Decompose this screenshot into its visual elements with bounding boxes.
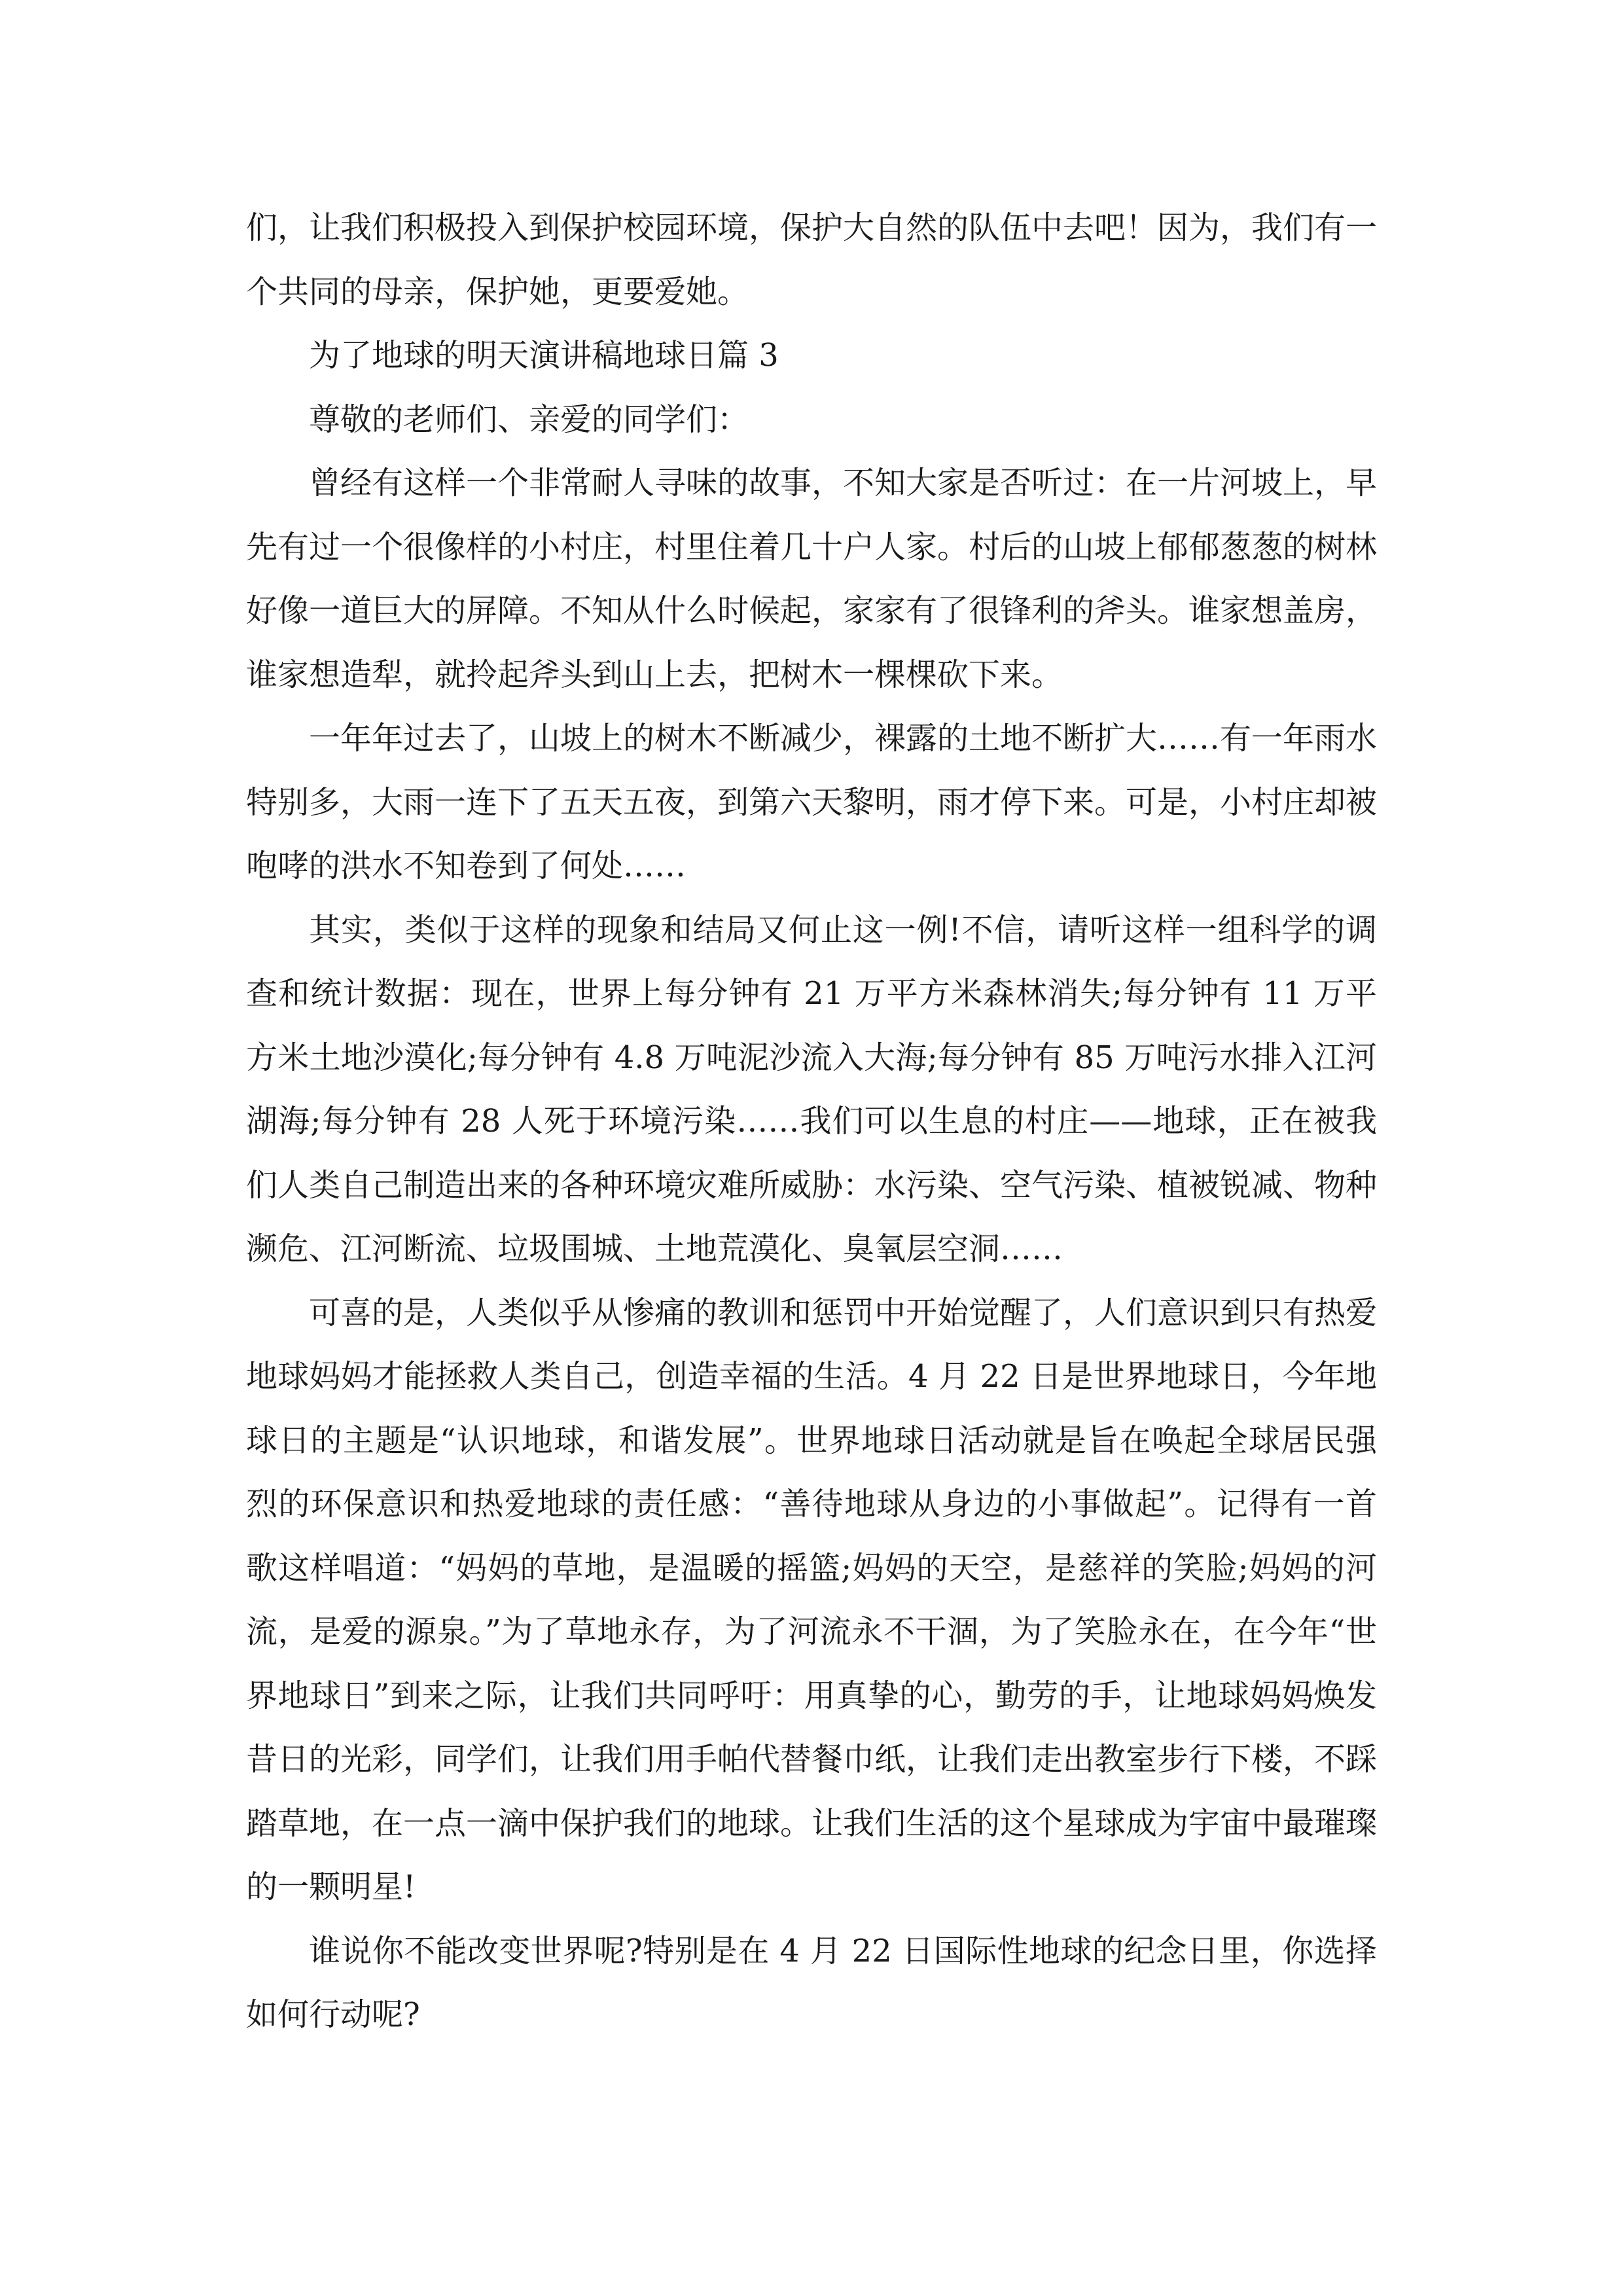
section-title: 为了地球的明天演讲稿地球日篇 3: [309, 337, 779, 374]
paragraph: 其实，类似于这样的现象和结局又何止这一例!不信，请听这样一组科学的调查和统计数据：现在，世界上每分钟有 21 万平方米森林消失;每分钟有 11 万平方米土地沙漠化;每分钟有 4.8 万吨泥沙流入大海;每分钟有 85 万吨污水排入江河湖海;每分钟有 28 人死于环境污染……我们可以生息的村庄——地球，正在被我们人类自己制造出来的各种环境灾难所威胁：水污染、空气污染、植被锐减、物种濒危、江河断流、垃圾围城、土地荒漠化、臭氧层空洞……: [246, 911, 1378, 1267]
paragraph: 曾经有这样一个非常耐人寻味的故事，不知大家是否听过：在一片河坡上，早先有过一个很像样的小村庄，村里住着几十户人家。村后的山坡上郁郁葱葱的树林好像一道巨大的屏障。不知从什么时候起，家家有了很锋利的斧头。谁家想盖房，谁家想造犁，就拎起斧头到山上去，把树木一棵棵砍下来。: [246, 465, 1378, 693]
paragraph: 一年年过去了，山坡上的树木不断减少，裸露的土地不断扩大……有一年雨水特别多，大雨一连下了五天五夜，到第六天黎明，雨才停下来。可是，小村庄却被咆哮的洪水不知卷到了何处……: [246, 720, 1378, 884]
paragraph: 谁说你不能改变世界呢?特别是在 4 月 22 日国际性地球的纪念日里，你选择如何行动呢?: [246, 1932, 1377, 2033]
paragraph: 可喜的是，人类似乎从惨痛的教训和惩罚中开始觉醒了，人们意识到只有热爱地球妈妈才能拯救人类自己，创造幸福的生活。4 月 22 日是世界地球日，今年地球日的主题是“认识地球，和谐发展”。世界地球日活动就是旨在唤起全球居民强烈的环保意识和热爱地球的责任感：“善待地球从身边的小事做起”。记得有一首歌这样唱道：“妈妈的草地，是温暖的摇篮;妈妈的天空，是慈祥的笑脸;妈妈的河流，是爱的源泉。”为了草地永存，为了河流永不干涸，为了笑脸永在，在今年“世界地球日”到来之际，让我们共同呼吁：用真挚的心，勤劳的手，让地球妈妈焕发昔日的光彩，同学们，让我们用手帕代替餐巾纸，让我们走出教室步行下楼，不踩踏草地，在一点一滴中保护我们的地球。让我们生活的这个星球成为宇宙中最璀璨的一颗明星!: [246, 1294, 1378, 1905]
document-body: [246, 196, 1377, 2047]
paragraph-continuation: 们，让我们积极投入到保护校园环境，保护大自然的队伍中去吧！因为，我们有一个共同的母亲，保护她，更要爱她。: [246, 209, 1378, 310]
salutation: 尊敬的老师们、亲爱的同学们：: [309, 401, 749, 438]
